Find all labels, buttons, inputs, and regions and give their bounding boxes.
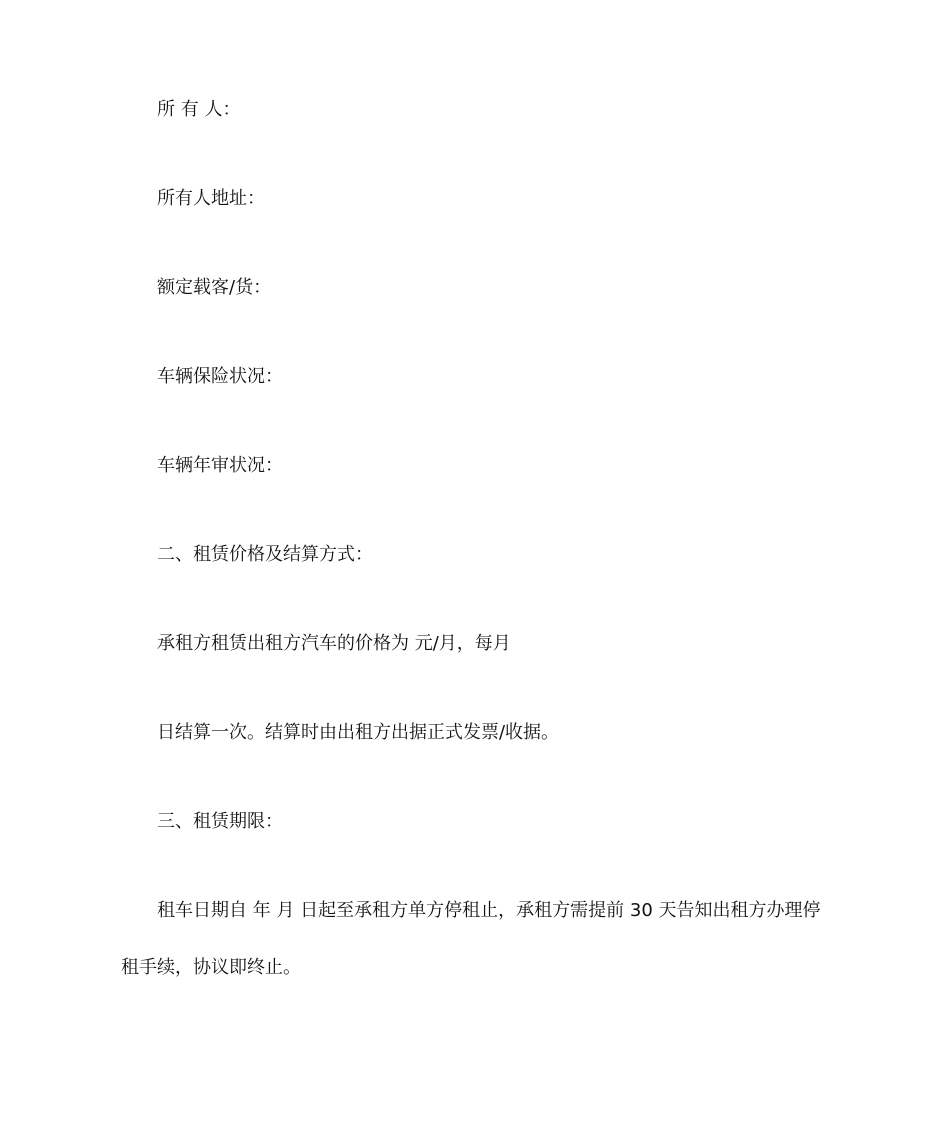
- term-paragraph-line-1: 租车日期自 年 月 日起至承租方单方停租止，承租方需提前 30 天告知出租方办理停: [157, 900, 821, 921]
- owner-address-label: 所有人地址：: [157, 188, 265, 209]
- annual-inspection-label: 车辆年审状况：: [157, 455, 283, 476]
- rated-capacity-label: 额定载客/货：: [157, 277, 272, 298]
- section-3-heading: 三、租赁期限：: [157, 811, 283, 832]
- price-paragraph-line-1: 承租方租赁出租方汽车的价格为 元/月，每月: [157, 633, 511, 654]
- owner-label: 所 有 人：: [157, 99, 241, 120]
- section-2-heading: 二、租赁价格及结算方式：: [157, 544, 373, 565]
- insurance-status-label: 车辆保险状况：: [157, 366, 283, 387]
- term-paragraph-line-2: 租手续，协议即终止。: [121, 957, 301, 978]
- price-paragraph-line-2: 日结算一次。结算时由出租方出据正式发票/收据。: [157, 722, 560, 743]
